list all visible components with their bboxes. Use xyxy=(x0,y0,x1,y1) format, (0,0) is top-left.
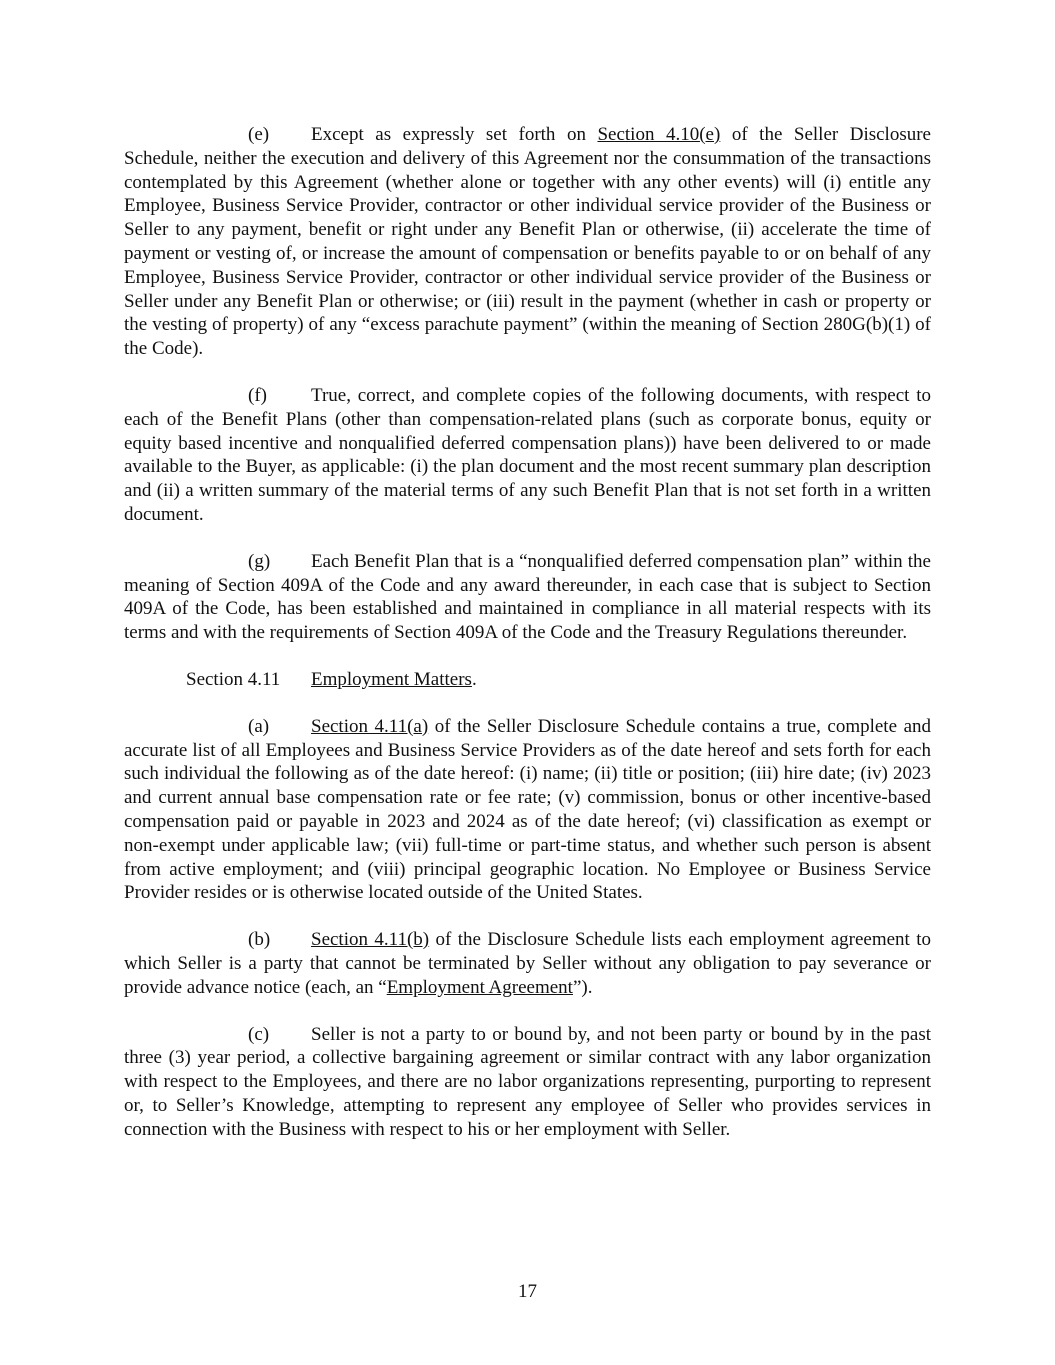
section-reference-4-11-a: Section 4.11(a) xyxy=(311,715,429,737)
paragraph-g-body: Each Benefit Plan that is a “nonqualified deferred compensation plan” within the meaning of Section 409A of the Code and any award thereunder, in each case that is subject to Section 409A of the Code, has been established and maintained in compliance in all material respects with its terms and with the requirements of Section 409A of the Code and the Treasury Regulations thereunder. xyxy=(124,550,931,644)
subparagraph-label-b: (b) xyxy=(248,929,271,951)
section-reference-4-11-b: Section 4.11(b) xyxy=(311,929,430,951)
paragraph-f-body: True, correct, and complete copies of the following documents, with respect to each of the Benefit Plans (other than compensation-related plans (such as corporate bonus, equity or equity based incentive and nonqualified deferred compensation plans)) have been delivered to or made available to the Buyer, as applicable: (i) the plan document and the most recent summary plan description and (ii) a written summary of the material terms of any such Benefit Plan that is not set forth in a written document. xyxy=(124,384,931,525)
paragraph-e-body: of the Seller Disclosure Schedule, neither the execution and delivery of this Agreement nor the consummation of the transactions contemplated by this Agreement (whether alone or together with any other events) will (i) entitle any Employee, Business Service Provider, contractor or other individual service provider of the Business or Seller to any payment, benefit or right under any Benefit Plan or otherwise, (ii) accelerate the time of payment or vesting of, or increase the amount of compensation or benefits payable to or on behalf of any Employee, Business Service Provider, contractor or other individual service provider of the Business or Seller under any Benefit Plan or otherwise; or (iii) result in the payment (whether in cash or property or the vesting of property) of any “excess parachute payment” (within the meaning of Section 280G(b)(1) of the Code). xyxy=(124,124,931,360)
paragraph-label-g: (g) xyxy=(248,550,271,572)
section-title: Employment Matters xyxy=(311,668,472,690)
section-heading xyxy=(124,668,931,692)
section-title-period: . xyxy=(471,668,477,690)
subparagraph-c xyxy=(124,1023,931,1142)
subparagraph-label-a: (a) xyxy=(248,715,270,737)
subparagraph-c-body: Seller is not a party to or bound by, and not been party or bound by in the past three (3) year period, a collective bargaining agreement or similar contract with any labor organization with respect to the Employees, and there are no labor organizations representing, purporting to represent or, to Seller’s Knowledge, attempting to represent any employee of Seller who provides services in connection with the Business with respect to his or her employment with Seller. xyxy=(124,1023,931,1140)
subparagraph-b xyxy=(124,928,931,999)
paragraph-e-pre: Except as expressly set forth on xyxy=(311,124,598,145)
paragraph-e xyxy=(124,123,931,361)
paragraph-g xyxy=(124,550,931,645)
page-number: 17 xyxy=(518,1281,537,1302)
subparagraph-b-end: ”). xyxy=(572,976,593,998)
section-reference-4-10-e: Section 4.10(e) xyxy=(597,124,721,145)
subparagraph-a xyxy=(124,715,931,905)
subparagraph-b-body: of the Disclosure Schedule lists each employment agreement to which Seller is a party that cannot be terminated by Seller without any obligation to pay severance or provide advance notice (each, an “ xyxy=(124,929,931,998)
defined-term-employment-agreement: Employment Agreement xyxy=(386,976,573,998)
subparagraph-a-body: of the Seller Disclosure Schedule contains a true, complete and accurate list of all Employees and Business Service Providers as of the date hereof and sets forth for each such individual the following as of the date hereof: (i) name; (ii) title or position; (iii) hire date; (iv) 2023 and current annual base compensation rate or fee rate; (v) commission, bonus or other incentive-based compensation paid or payable in 2023 and 2024 as of the date hereof; (vi) classification as exempt or non-exempt under applicable law; (vii) full-time or part-time status, and whether such person is absent from active employment; and (viii) principal geographic location. No Employee or Business Service Provider resides or is otherwise located outside of the United States. xyxy=(124,715,931,904)
paragraph-label-e: (e) xyxy=(248,124,270,145)
document-page xyxy=(124,123,931,1164)
subparagraph-label-c: (c) xyxy=(248,1023,270,1045)
paragraph-label-f: (f) xyxy=(248,384,267,406)
paragraph-f xyxy=(124,384,931,527)
section-number: Section 4.11 xyxy=(186,668,281,690)
